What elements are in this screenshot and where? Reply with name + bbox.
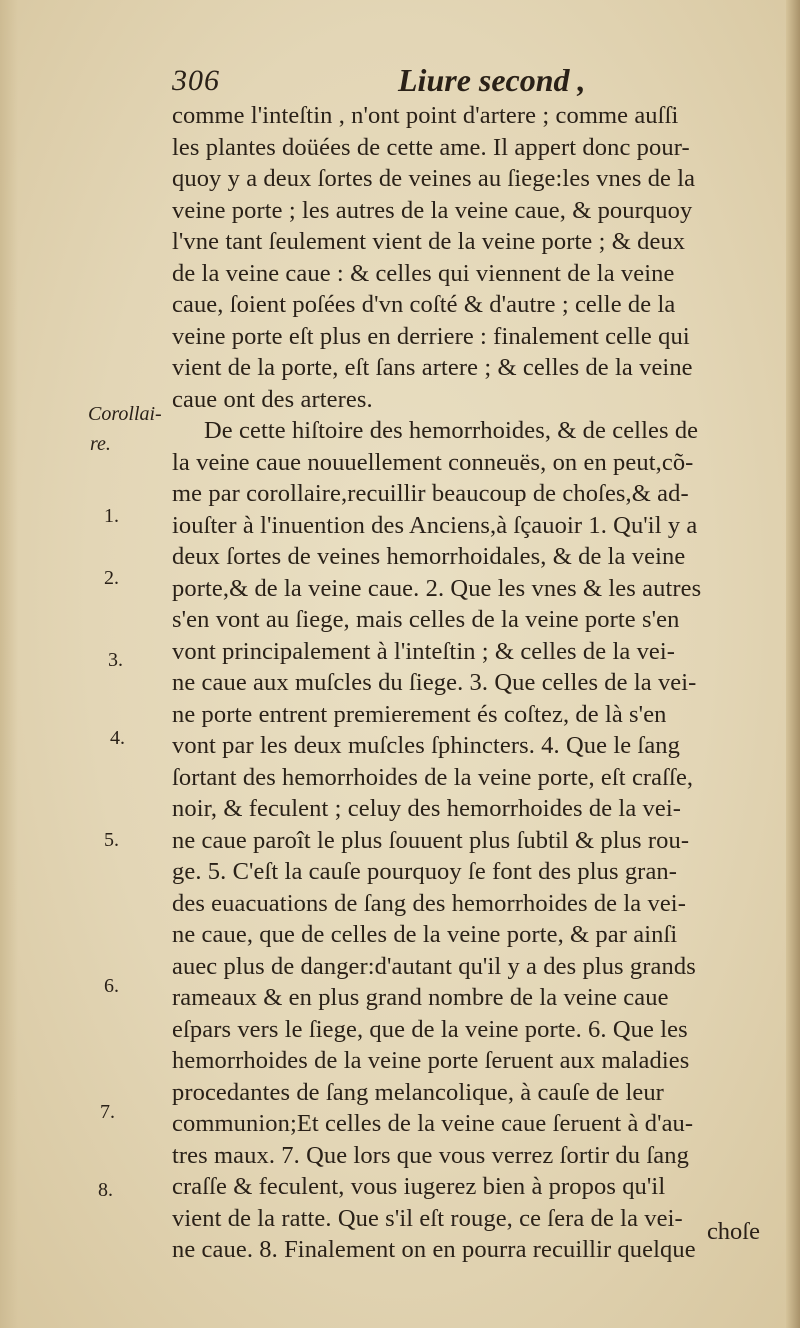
text-line: ne caue. 8. Finalement on en pourra recuillir quelque: [172, 1236, 696, 1263]
text-line: les plantes doüées de cette ame. Il appert donc pour-: [172, 133, 690, 161]
margin-note-corollaire: Corollai-: [88, 403, 162, 425]
text-line: comme l'inteſtin , n'ont point d'artere ; comme auſſi: [172, 102, 679, 129]
text-line: craſſe & feculent, vous iugerez bien à propos qu'il: [172, 1173, 666, 1200]
text-line: de la veine caue : & celles qui viennent de la veine: [172, 259, 675, 287]
margin-number: 1.: [104, 505, 119, 527]
text-line: veine porte ; les autres de la veine caue, & pourquoy: [172, 196, 693, 224]
text-line: porte,& de la veine caue. 2. Que les vnes & les autres: [172, 574, 702, 602]
text-line: auec plus de danger:d'autant qu'il y a des plus grands: [172, 952, 696, 980]
text-line: caue, ſoient poſées d'vn coſté & d'autre ; celle de la: [172, 291, 676, 318]
text-line: procedantes de ſang melancolique, à cauſe de leur: [172, 1078, 664, 1106]
text-line: tres maux. 7. Que lors que vous verrez ſortir du ſang: [172, 1141, 689, 1169]
text-line: caue ont des arteres.: [172, 385, 373, 413]
text-line: s'en vont au ſiege, mais celles de la veine porte s'en: [172, 606, 680, 633]
text-line: vient de la porte, eſt ſans artere ; & celles de la veine: [172, 354, 693, 381]
margin-note-corollaire-end: re.: [90, 433, 111, 455]
text-line: ne porte entrent premierement és coſtez, de là s'en: [172, 700, 667, 728]
margin-number: 7.: [100, 1101, 115, 1123]
page-edge: [786, 0, 800, 1328]
text-line: ne caue, que de celles de la veine porte, & par ainſi: [172, 921, 678, 948]
page-header: [168, 62, 768, 102]
text-line: rameaux & en plus grand nombre de la veine caue: [172, 984, 669, 1011]
catchword: choſe: [706, 1218, 760, 1245]
text-line: eſpars vers le ſiege, que de la veine porte. 6. Que les: [172, 1015, 688, 1043]
text-line: vont principalement à l'inteſtin ; & celles de la vei-: [172, 637, 676, 665]
text-line: ſortant des hemorrhoides de la veine porte, eſt craſſe,: [172, 763, 694, 791]
text-line: ne caue aux muſcles du ſiege. 3. Que celles de la vei-: [172, 669, 697, 696]
text-line: la veine caue nouuellement conneuës, on en peut,cõ-: [172, 448, 694, 476]
text-line: me par corollaire,recuillir beaucoup de choſes,& ad-: [172, 480, 689, 507]
text-line: vont par les deux muſcles ſphincters. 4. Que le ſang: [172, 732, 680, 759]
text-line: noir, & feculent ; celuy des hemorrhoides de la vei-: [172, 795, 682, 822]
margin-number: 6.: [104, 975, 119, 997]
text-line: l'vne tant ſeulement vient de la veine porte ; & deux: [172, 228, 686, 255]
margin-number: 2.: [104, 567, 119, 589]
text-line: veine porte eſt plus en derriere : finalement celle qui: [172, 322, 690, 350]
text-line: des euacuations de ſang des hemorrhoides de la vei-: [172, 889, 686, 917]
gutter-shadow: [0, 0, 18, 1328]
margin-number: 8.: [98, 1179, 113, 1201]
page-number: 306: [172, 64, 220, 97]
text-line: ne caue paroît le plus ſouuent plus ſubtil & plus rou-: [172, 826, 690, 854]
text-line: deux ſortes de veines hemorrhoidales, & de la veine: [172, 543, 686, 570]
margin-number: 5.: [104, 829, 119, 851]
text-line: communion;Et celles de la veine caue ſeruent à d'au-: [172, 1110, 694, 1137]
text-line: quoy y a deux ſortes de veines au ſiege:les vnes de la: [172, 165, 696, 192]
text-line: vient de la ratte. Que s'il eſt rouge, ce ſera de la vei-: [172, 1204, 683, 1232]
margin-number: 4.: [110, 727, 125, 749]
running-head: Liure second ,: [398, 62, 586, 98]
text-line: De cette hiſtoire des hemorrhoides, & de celles de: [204, 417, 699, 444]
text-line: iouſter à l'inuention des Anciens,à ſçauoir 1. Qu'il y a: [172, 511, 698, 539]
margin-number: 3.: [108, 649, 123, 671]
text-line: hemorrhoides de la veine porte ſeruent aux maladies: [172, 1047, 690, 1074]
text-line: ge. 5. C'eſt la cauſe pourquoy ſe font des plus gran-: [172, 858, 678, 885]
